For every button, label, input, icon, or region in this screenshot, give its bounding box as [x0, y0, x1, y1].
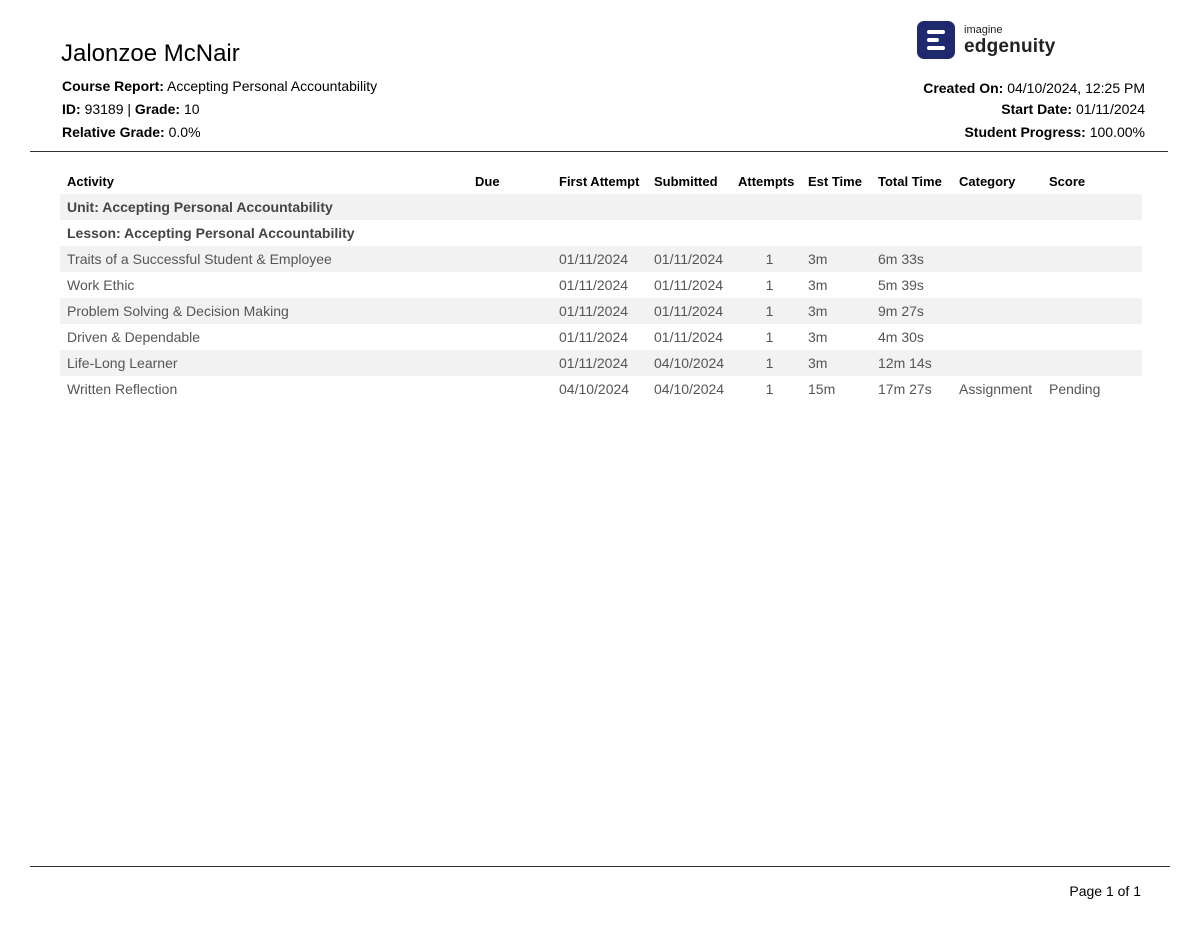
attempts-cell: 1: [731, 298, 801, 324]
student-progress-label: Student Progress:: [964, 124, 1086, 140]
score-cell: [1042, 298, 1142, 324]
submitted-cell: 01/11/2024: [647, 298, 731, 324]
grade-value: 10: [183, 101, 200, 117]
col-header-activity: Activity: [67, 173, 114, 189]
activity-table: [60, 168, 1142, 402]
est-time-cell: 3m: [801, 350, 871, 376]
category-cell: [952, 324, 1042, 350]
due-cell: [468, 298, 552, 324]
activity-name: Driven & Dependable: [67, 329, 201, 345]
start-date-label: Start Date:: [1001, 101, 1073, 117]
table-row: [60, 298, 1142, 324]
category-cell: [952, 298, 1042, 324]
table-row: [60, 272, 1142, 298]
activity-name: Life-Long Learner: [60, 350, 468, 376]
category-cell: Assignment: [959, 381, 1033, 397]
unit-row: [60, 194, 1142, 220]
col-header-submitted: Submitted: [654, 173, 718, 189]
first-attempt-cell: 01/11/2024: [552, 246, 647, 272]
attempts-cell: 1: [765, 277, 774, 293]
submitted-cell: 01/11/2024: [654, 277, 724, 293]
col-header-est-time: Est Time: [808, 173, 862, 189]
score-cell: [1042, 324, 1142, 350]
total-time-cell: 5m 39s: [878, 277, 924, 293]
submitted-cell: 01/11/2024: [647, 246, 731, 272]
first-attempt-cell: 01/11/2024: [552, 298, 647, 324]
id-grade-line: [62, 101, 200, 117]
table-row: [60, 246, 1142, 272]
total-time-cell: 12m 14s: [871, 350, 952, 376]
id-value: 93189: [84, 101, 124, 117]
col-header-total-time: Total Time: [878, 173, 942, 189]
col-header-due: Due: [475, 173, 500, 189]
start-date-value: 01/11/2024: [1075, 101, 1145, 117]
created-on-value: 04/10/2024, 12:25 PM: [1007, 80, 1145, 96]
submitted-cell: 01/11/2024: [654, 329, 724, 345]
submitted-cell: 04/10/2024: [654, 381, 725, 397]
logo-wordmark: [964, 25, 1056, 56]
total-time-cell: 6m 33s: [871, 246, 952, 272]
col-header-score: Score: [1049, 173, 1086, 189]
activity-name: Problem Solving & Decision Making: [60, 298, 468, 324]
col-header-attempts: Attempts: [738, 173, 795, 189]
due-cell: [468, 324, 552, 350]
submitted-cell: 04/10/2024: [647, 350, 731, 376]
student-progress-value: 100.00%: [1089, 124, 1145, 140]
category-cell: [952, 272, 1042, 298]
student-progress-line: [964, 124, 1145, 140]
course-report-value: Accepting Personal Accountability: [167, 78, 378, 94]
first-attempt-cell: 01/11/2024: [552, 350, 647, 376]
header-divider: [30, 151, 1168, 152]
activity-name: Written Reflection: [67, 381, 178, 397]
edgenuity-logo: [917, 21, 1056, 59]
unit-title: Unit: Accepting Personal Accountability: [60, 194, 1142, 220]
edgenuity-e-logo-icon: [917, 21, 955, 59]
est-time-cell: 3m: [808, 329, 828, 345]
due-cell: [468, 350, 552, 376]
start-date-line: [1001, 101, 1145, 117]
due-cell: [468, 246, 552, 272]
attempts-cell: 1: [731, 246, 801, 272]
table-row: [60, 324, 1142, 350]
id-label: ID:: [62, 101, 81, 117]
table-row: [60, 350, 1142, 376]
logo-edgenuity-text: edgenuity: [964, 35, 1056, 57]
est-time-cell: 3m: [801, 298, 871, 324]
footer-divider: [30, 866, 1170, 867]
total-time-cell: 17m 27s: [878, 381, 932, 397]
table-header-row: [60, 168, 1142, 194]
student-name: Jalonzoe McNair: [61, 40, 240, 67]
est-time-cell: 3m: [808, 277, 828, 293]
due-cell: [468, 272, 552, 298]
course-report-label: Course Report:: [62, 78, 164, 94]
est-time-cell: 3m: [801, 246, 871, 272]
first-attempt-cell: 01/11/2024: [559, 277, 629, 293]
score-cell: [1042, 272, 1142, 298]
relative-grade-line: [62, 124, 201, 140]
score-cell: [1042, 246, 1142, 272]
relative-grade-label: Relative Grade:: [62, 124, 165, 140]
logo-imagine-text: imagine: [964, 23, 1003, 36]
total-time-cell: 9m 27s: [871, 298, 952, 324]
table-row: [60, 376, 1142, 402]
attempts-cell: 1: [765, 329, 774, 345]
lesson-title: Lesson: Accepting Personal Accountability: [67, 225, 355, 241]
total-time-cell: 4m 30s: [878, 329, 924, 345]
course-report-line: [62, 78, 377, 94]
activity-name: Traits of a Successful Student & Employee: [60, 246, 468, 272]
category-cell: [952, 246, 1042, 272]
lesson-row: [60, 220, 1142, 246]
col-header-category: Category: [959, 173, 1016, 189]
id-grade-separator: |: [127, 101, 132, 117]
score-cell: Pending: [1049, 381, 1101, 397]
grade-label: Grade:: [134, 101, 181, 117]
due-cell: [468, 376, 552, 402]
category-cell: [952, 350, 1042, 376]
created-on-label: Created On:: [923, 80, 1004, 96]
attempts-cell: 1: [765, 381, 774, 397]
col-header-first-attempt: First Attempt: [559, 173, 640, 189]
created-on-line: [923, 80, 1145, 96]
score-cell: [1042, 350, 1142, 376]
first-attempt-cell: 01/11/2024: [559, 329, 629, 345]
est-time-cell: 15m: [808, 381, 836, 397]
relative-grade-value: 0.0%: [168, 124, 201, 140]
page-indicator: Page 1 of 1: [1069, 883, 1141, 899]
attempts-cell: 1: [731, 350, 801, 376]
activity-name: Work Ethic: [67, 277, 135, 293]
first-attempt-cell: 04/10/2024: [559, 381, 630, 397]
